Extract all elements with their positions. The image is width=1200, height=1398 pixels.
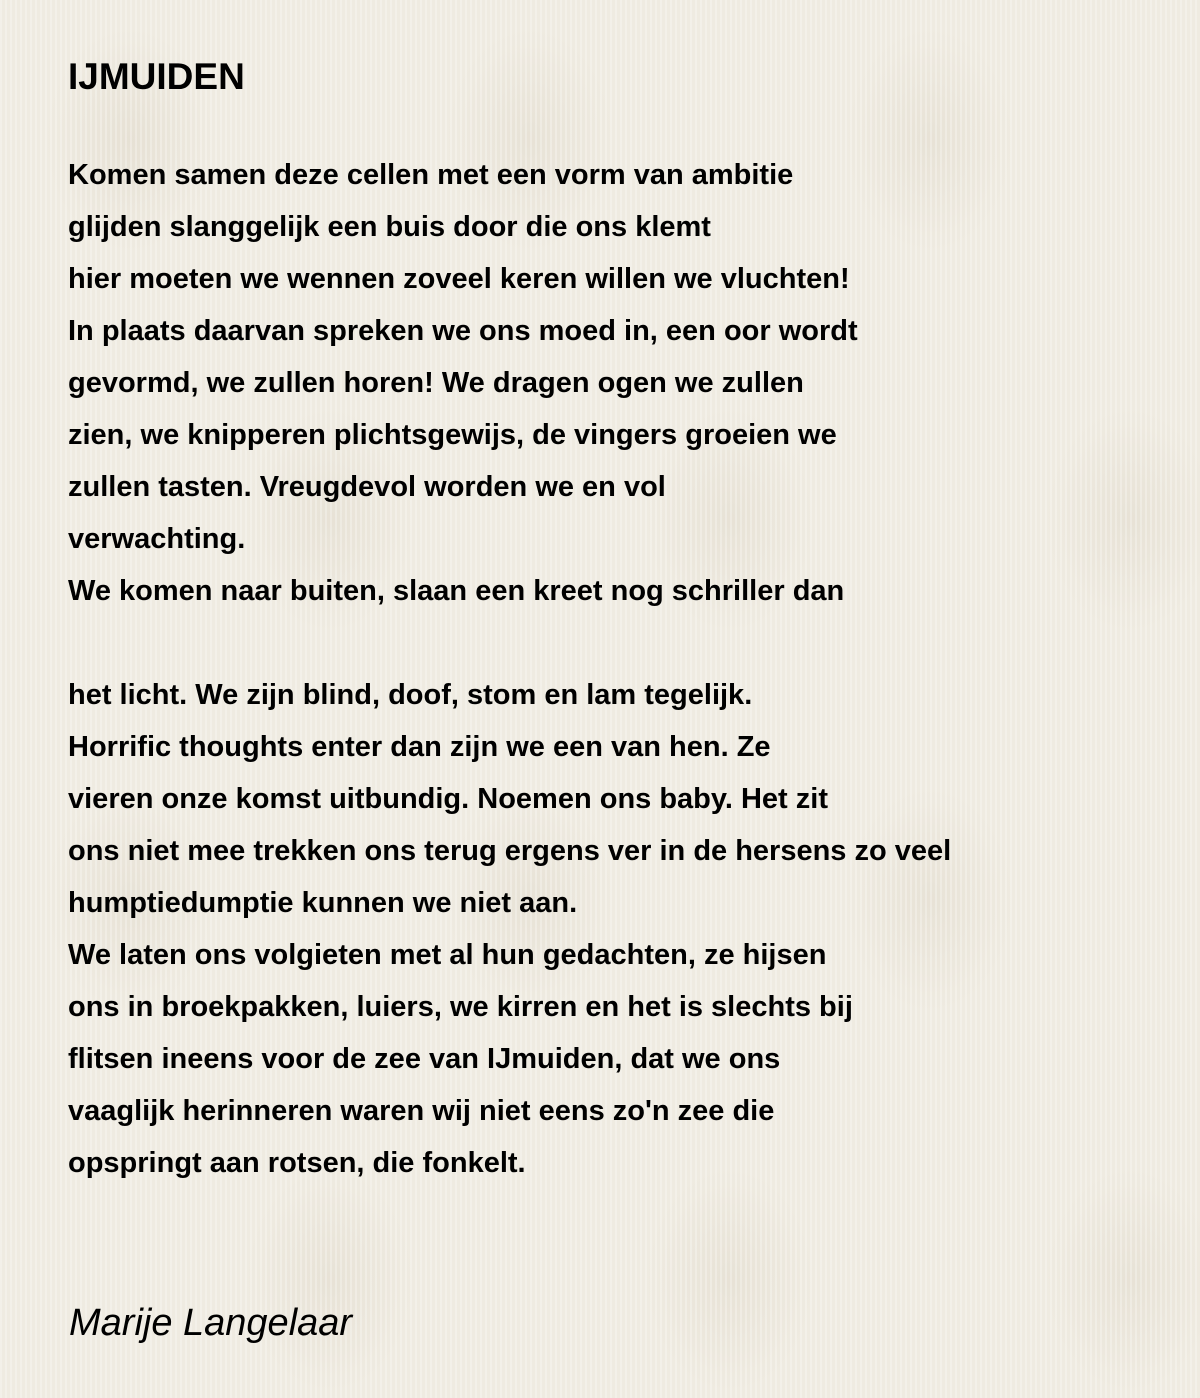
- poem-line: ons in broekpakken, luiers, we kirren en het is slechts bij: [68, 991, 853, 1023]
- poem-line: vaaglijk herinneren waren wij niet eens zo'n zee die: [68, 1095, 775, 1127]
- poem-line: We laten ons volgieten met al hun gedachten, ze hijsen: [68, 939, 827, 971]
- poem-line: het licht. We zijn blind, doof, stom en lam tegelijk.: [68, 679, 753, 711]
- poem-title: IJMUIDEN: [68, 56, 245, 97]
- poem-line: zullen tasten. Vreugdevol worden we en vol: [68, 471, 666, 503]
- poem-line: hier moeten we wennen zoveel keren willen we vluchten!: [68, 263, 850, 295]
- poem-line: Horrific thoughts enter dan zijn we een van hen. Ze: [68, 731, 771, 763]
- stanza-break: [68, 621, 951, 673]
- poem-line: Komen samen deze cellen met een vorm van ambitie: [68, 159, 794, 191]
- poem-line: flitsen ineens voor de zee van IJmuiden, dat we ons: [68, 1043, 781, 1075]
- poem-line: ons niet mee trekken ons terug ergens ver in de hersens zo veel: [68, 835, 952, 867]
- poem-line: vieren onze komst uitbundig. Noemen ons baby. Het zit: [68, 783, 828, 815]
- poem-author: Marije Langelaar: [69, 1302, 353, 1344]
- poem-body: [68, 153, 951, 1193]
- poem-line: zien, we knipperen plichtsgewijs, de vingers groeien we: [68, 419, 837, 451]
- poem-line: In plaats daarvan spreken we ons moed in, een oor wordt: [68, 315, 858, 347]
- poem-line: glijden slanggelijk een buis door die ons klemt: [68, 211, 711, 243]
- poem-line: verwachting.: [68, 523, 246, 555]
- poem-line: humptiedumptie kunnen we niet aan.: [68, 887, 578, 919]
- poem-line: We komen naar buiten, slaan een kreet nog schriller dan: [68, 575, 845, 607]
- poem-line: gevormd, we zullen horen! We dragen ogen we zullen: [68, 367, 804, 399]
- poem-line: opspringt aan rotsen, die fonkelt.: [68, 1147, 526, 1179]
